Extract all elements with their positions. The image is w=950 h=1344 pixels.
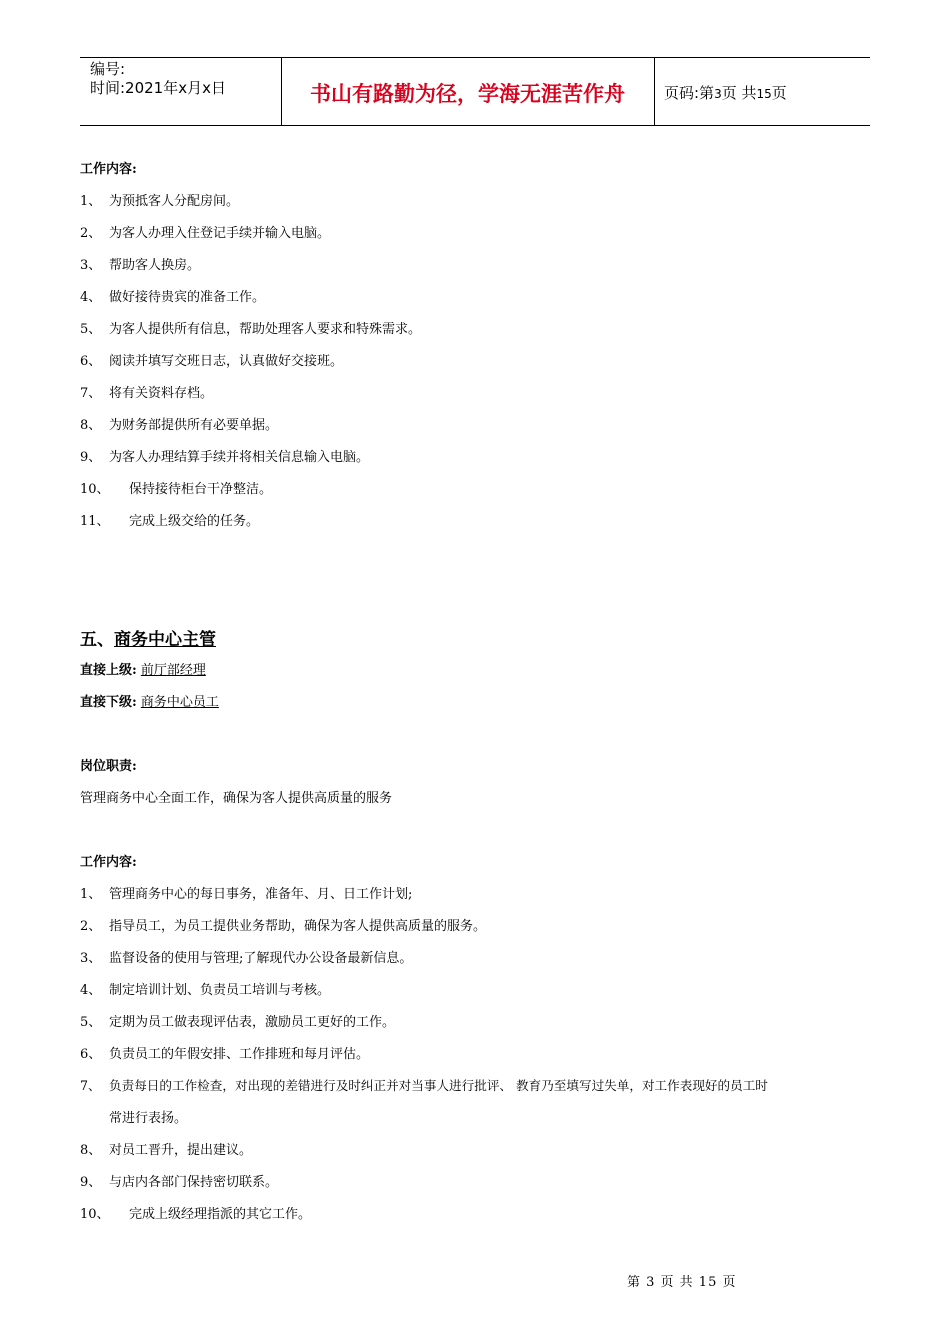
superior-row xyxy=(80,659,210,678)
page-footer: 第 3 页 共 15 页 xyxy=(627,1275,737,1290)
header-motto: 书山有路勤为径，学海无涯苦作舟 xyxy=(310,82,625,106)
superior-value: 前厅部经理 xyxy=(140,663,206,678)
page-mid: 页 共 xyxy=(721,84,757,102)
list-item-continuation: 常进行表扬。 xyxy=(109,1111,188,1126)
list-item: 5、 为客人提供所有信息，帮助处理客人要求和特殊需求。 xyxy=(80,322,422,337)
list-item: 10、 完成上级经理指派的其它工作。 xyxy=(80,1207,312,1222)
list-item: 4、 制定培训计划、负责员工培训与考核。 xyxy=(80,983,331,998)
page-total: 15 xyxy=(756,87,772,101)
duty-label: 岗位职责: xyxy=(80,759,137,774)
page-suffix: 页 xyxy=(771,84,787,102)
list-item: 9、 为客人办理结算手续并将相关信息输入电脑。 xyxy=(80,450,370,465)
subordinate-row xyxy=(80,691,223,710)
list-item: 4、 做好接待贵宾的准备工作。 xyxy=(80,290,266,305)
list-item: 2、 为客人办理入住登记手续并输入电脑。 xyxy=(80,226,331,241)
list-item: 10、 保持接待柜台干净整洁。 xyxy=(80,482,273,497)
list-item: 7、 负责每日的工作检查，对出现的差错进行及时纠正并对当事人进行批评、 教育乃至填写过失单，对工作表现好的员工时 xyxy=(80,1078,768,1093)
header-page-info xyxy=(664,82,787,103)
list-item: 8、 对员工晋升，提出建议。 xyxy=(80,1143,253,1158)
list-item: 7、 将有关资料存档。 xyxy=(80,386,214,401)
page-prefix: 页码:第 xyxy=(664,84,715,102)
duty-text: 管理商务中心全面工作，确保为客人提供高质量的服务 xyxy=(80,791,393,806)
header-left xyxy=(90,60,226,98)
work-content-label-2: 工作内容: xyxy=(80,855,137,870)
subordinate-value: 商务中心员工 xyxy=(140,695,219,710)
serial-label: 编号: xyxy=(90,60,126,78)
list-item: 1、 为预抵客人分配房间。 xyxy=(80,194,240,209)
work-content-label: 工作内容: xyxy=(80,162,137,177)
list-item: 6、 负责员工的年假安排、工作排班和每月评估。 xyxy=(80,1047,370,1062)
list-item: 6、 阅读并填写交班日志，认真做好交接班。 xyxy=(80,354,344,369)
list-item: 1、 管理商务中心的每日事务，准备年、月、日工作计划; xyxy=(80,887,413,902)
list-item: 3、 帮助客人换房。 xyxy=(80,258,201,273)
list-item: 2、 指导员工，为员工提供业务帮助，确保为客人提供高质量的服务。 xyxy=(80,919,487,934)
date-label: 时间:2021年x月x日 xyxy=(90,79,226,97)
list-item: 5、 定期为员工做表现评估表，激励员工更好的工作。 xyxy=(80,1015,396,1030)
superior-label: 直接上级: xyxy=(80,663,137,678)
page-header xyxy=(80,57,870,126)
list-item: 9、 与店内各部门保持密切联系。 xyxy=(80,1175,279,1190)
list-item: 11、 完成上级交给的任务。 xyxy=(80,514,260,529)
header-divider xyxy=(654,58,655,125)
subordinate-label: 直接下级: xyxy=(80,695,137,710)
list-item: 3、 监督设备的使用与管理;了解现代办公设备最新信息。 xyxy=(80,951,413,966)
section-title: 五、商务中心主管 xyxy=(80,630,216,650)
list-item: 8、 为财务部提供所有必要单据。 xyxy=(80,418,279,433)
page-number: 3 xyxy=(714,87,722,101)
